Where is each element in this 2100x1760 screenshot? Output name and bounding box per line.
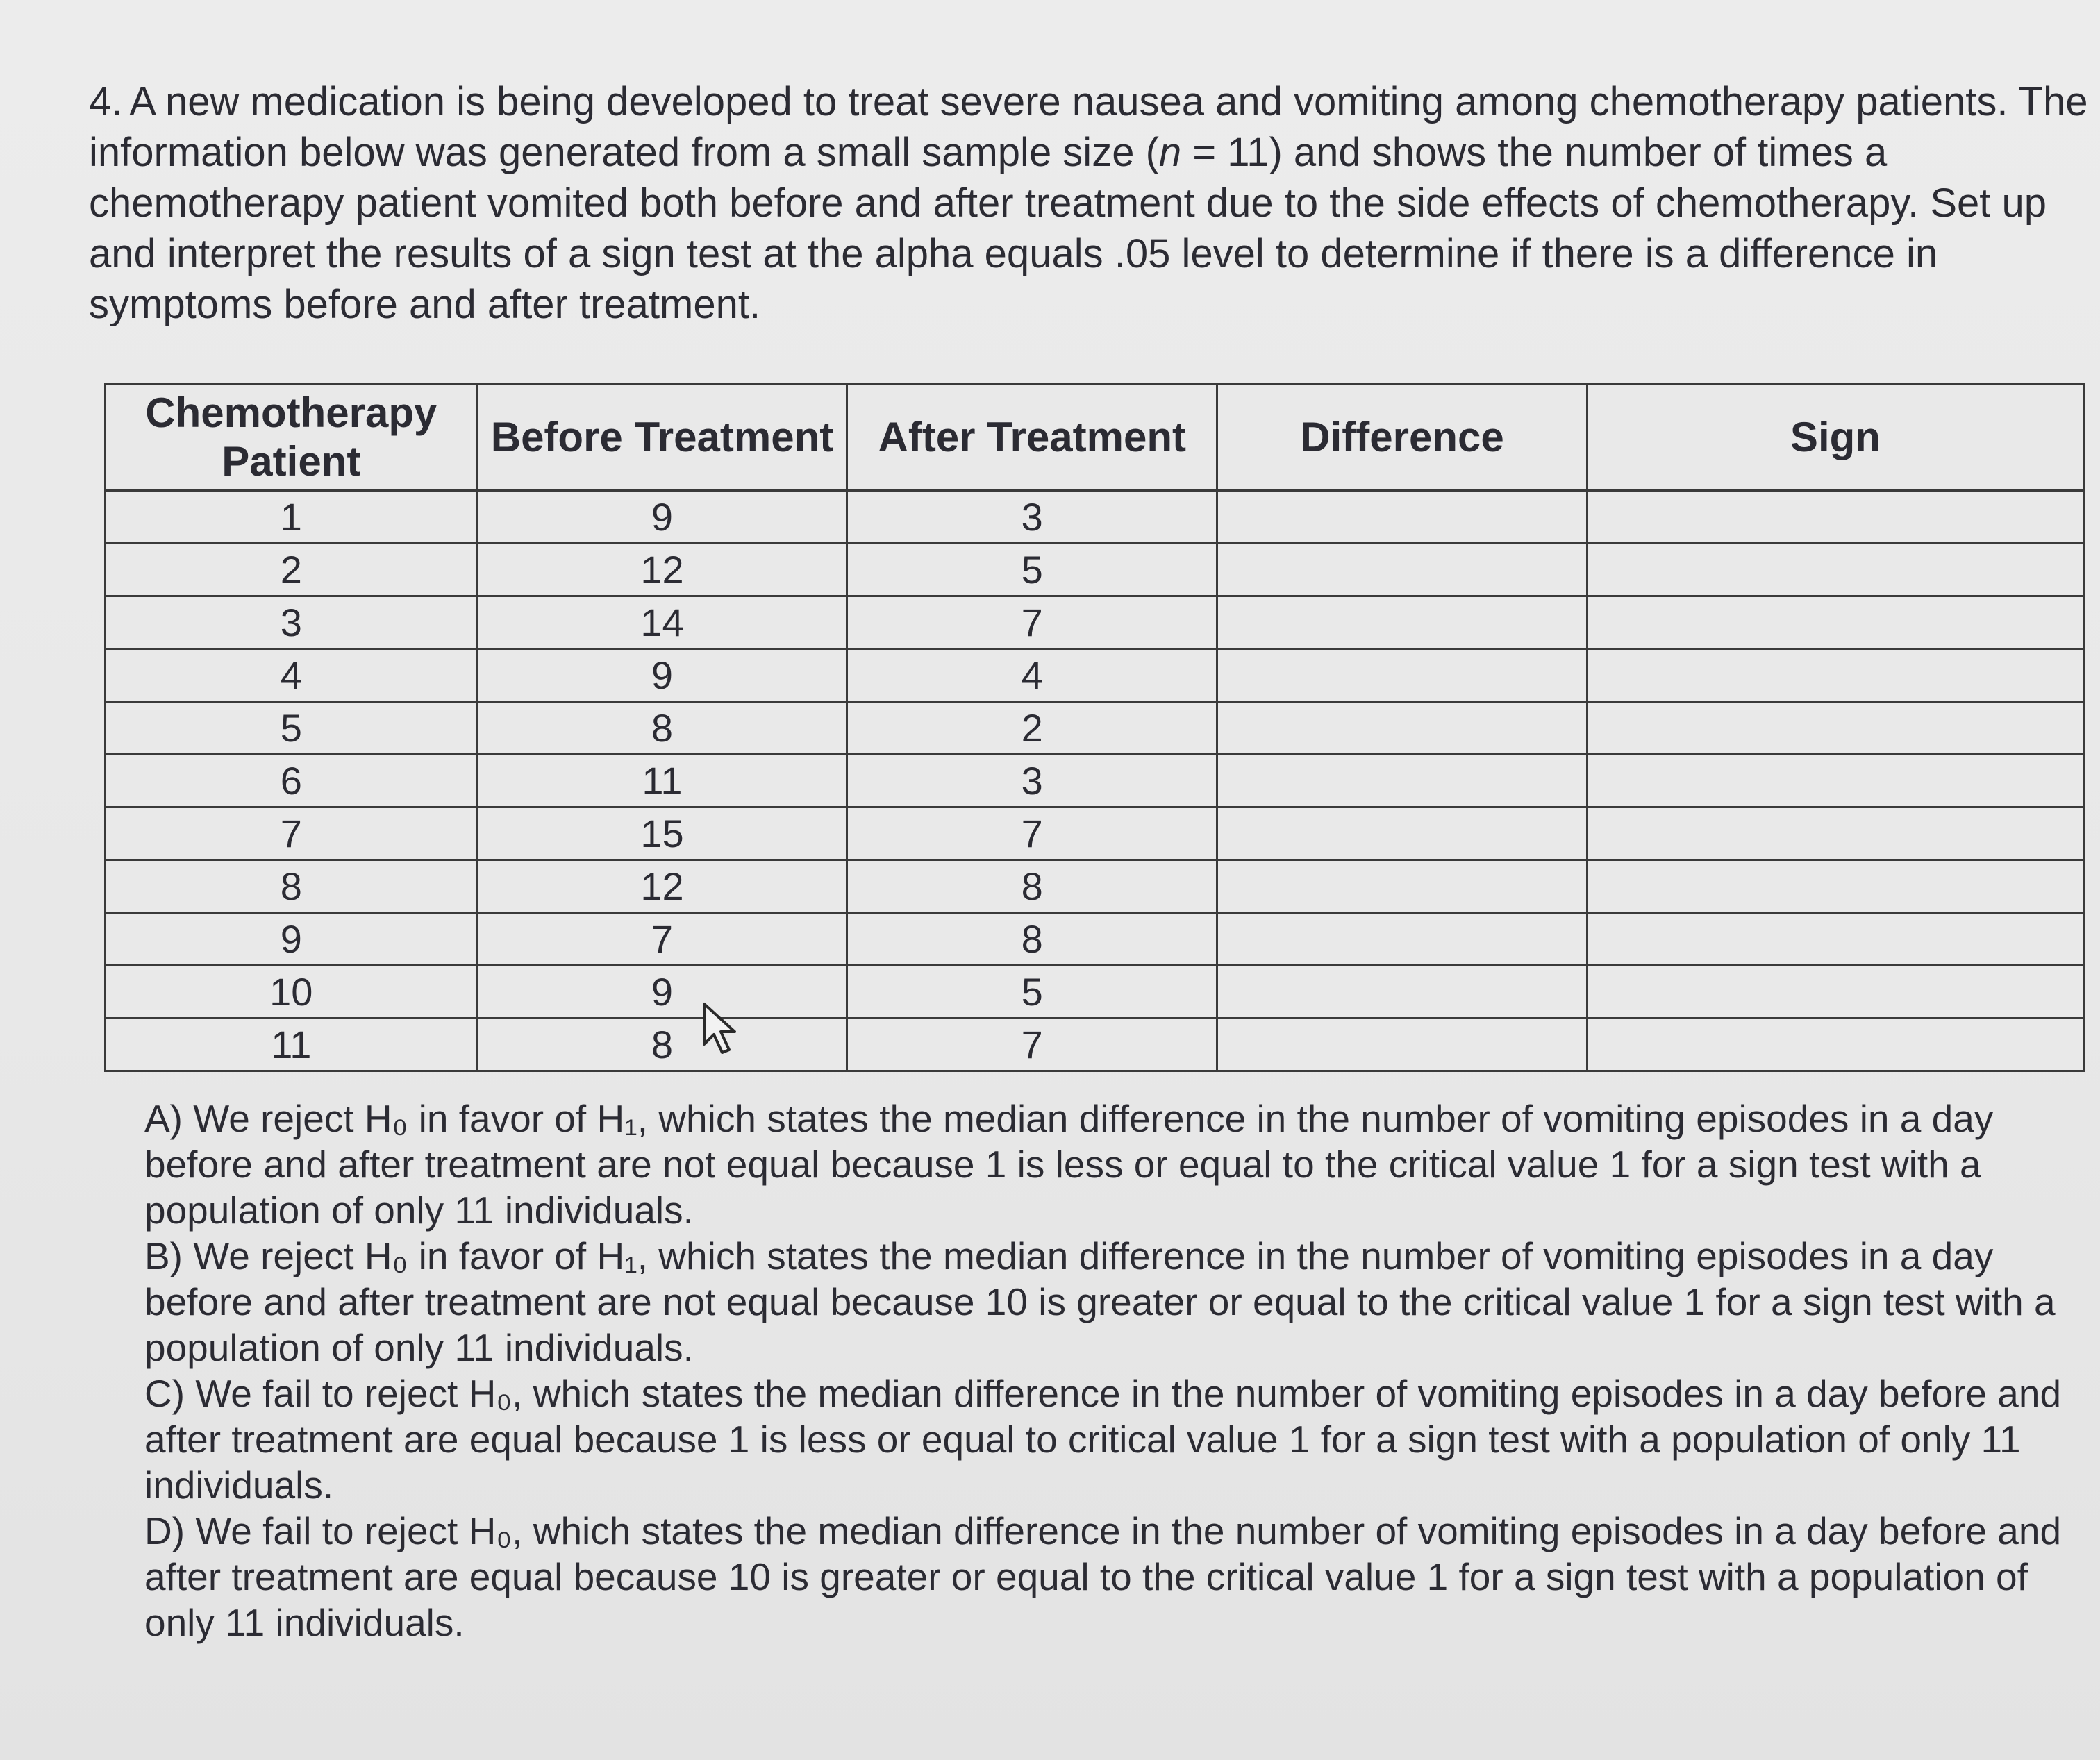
cell-patient: 8 [106, 860, 478, 913]
cell-patient: 2 [106, 544, 478, 596]
cell-before: 8 [477, 1019, 847, 1071]
data-table-container [104, 383, 2085, 1066]
table-row [106, 544, 2084, 596]
cell-after: 3 [847, 491, 1217, 544]
cell-difference[interactable] [1217, 807, 1588, 860]
table-row [106, 913, 2084, 966]
cell-before: 9 [477, 966, 847, 1019]
cell-sign[interactable] [1587, 807, 2083, 860]
cell-sign[interactable] [1587, 649, 2083, 702]
cell-after: 7 [847, 807, 1217, 860]
cell-patient: 7 [106, 807, 478, 860]
data-table [104, 383, 2085, 1072]
cell-before: 12 [477, 860, 847, 913]
cell-difference[interactable] [1217, 913, 1588, 966]
table-row [106, 596, 2084, 649]
table-row [106, 491, 2084, 544]
cell-before: 9 [477, 491, 847, 544]
table-body [106, 491, 2084, 1071]
table-row [106, 1019, 2084, 1071]
table-row [106, 860, 2084, 913]
cell-sign[interactable] [1587, 1019, 2083, 1071]
cell-patient: 9 [106, 913, 478, 966]
sample-size-symbol: n [1158, 130, 1182, 175]
header-difference: Difference [1217, 385, 1588, 491]
cell-after: 4 [847, 649, 1217, 702]
table-row [106, 702, 2084, 755]
question-number: 4. [89, 79, 123, 124]
table-row [106, 807, 2084, 860]
table-row [106, 755, 2084, 807]
cell-after: 5 [847, 544, 1217, 596]
header-patient: Chemotherapy Patient [106, 385, 478, 491]
cell-after: 5 [847, 966, 1217, 1019]
cell-difference[interactable] [1217, 649, 1588, 702]
cell-sign[interactable] [1587, 755, 2083, 807]
cell-patient: 5 [106, 702, 478, 755]
cell-after: 7 [847, 1019, 1217, 1071]
cell-sign[interactable] [1587, 913, 2083, 966]
cell-patient: 1 [106, 491, 478, 544]
answer-options [144, 1096, 2075, 1645]
header-before: Before Treatment [477, 385, 847, 491]
cell-before: 12 [477, 544, 847, 596]
option-c[interactable]: C) We fail to reject H₀, which states the median difference in the number of vomiting episodes in a day before and after treatment are equal because 1 is less or equal to critical value 1 for a sign test with a population of only 11 individuals. [144, 1372, 2062, 1507]
option-b[interactable]: B) We reject H₀ in favor of H₁, which states the median difference in the number of vomiting episodes in a day before and after treatment are not equal because 10 is greater or equal to the critical value 1 for a sign test with a population of only 11 individuals. [144, 1234, 2056, 1369]
cell-difference[interactable] [1217, 544, 1588, 596]
cell-sign[interactable] [1587, 860, 2083, 913]
cell-before: 7 [477, 913, 847, 966]
cell-after: 7 [847, 596, 1217, 649]
cell-patient: 4 [106, 649, 478, 702]
cell-difference[interactable] [1217, 1019, 1588, 1071]
option-a[interactable]: A) We reject H₀ in favor of H₁, which states the median difference in the number of vomiting episodes in a day before and after treatment are not equal because 1 is less or equal to the critical value 1 for a sign test with a population of only 11 individuals. [144, 1097, 1994, 1232]
cell-before: 14 [477, 596, 847, 649]
cell-after: 2 [847, 702, 1217, 755]
cell-difference[interactable] [1217, 702, 1588, 755]
cell-difference[interactable] [1217, 491, 1588, 544]
cell-difference[interactable] [1217, 860, 1588, 913]
cell-after: 3 [847, 755, 1217, 807]
cell-sign[interactable] [1587, 544, 2083, 596]
header-sign: Sign [1587, 385, 2083, 491]
question-text-part2: = 11) and shows the number of times a chemotherapy patient vomited both before and after treatment due to the side effects of chemotherapy. Set up and interpret the results of a sign test at the alpha equals .05 level to determine if there is a difference in symptoms before and after treatment. [89, 130, 2047, 327]
cell-before: 15 [477, 807, 847, 860]
header-after: After Treatment [847, 385, 1217, 491]
cell-after: 8 [847, 913, 1217, 966]
question-text [89, 76, 2089, 330]
cell-sign[interactable] [1587, 596, 2083, 649]
cell-sign[interactable] [1587, 966, 2083, 1019]
cell-difference[interactable] [1217, 596, 1588, 649]
cell-sign[interactable] [1587, 702, 2083, 755]
cell-before: 9 [477, 649, 847, 702]
cell-sign[interactable] [1587, 491, 2083, 544]
cell-patient: 10 [106, 966, 478, 1019]
cell-after: 8 [847, 860, 1217, 913]
cell-patient: 11 [106, 1019, 478, 1071]
cell-patient: 6 [106, 755, 478, 807]
table-header-row [106, 385, 2084, 491]
cell-before: 8 [477, 702, 847, 755]
cell-difference[interactable] [1217, 966, 1588, 1019]
mouse-pointer-icon [701, 1001, 750, 1057]
table-row [106, 966, 2084, 1019]
question-text-part1: A new medication is being developed to treat severe nausea and vomiting among chemotherapy patients. The information below was generated from a small sample size ( [89, 79, 2088, 175]
option-d[interactable]: D) We fail to reject H₀, which states the median difference in the number of vomiting episodes in a day before and after treatment are equal because 10 is greater or equal to the critical value 1 for a sign test with a population of only 11 individuals. [144, 1509, 2062, 1644]
cell-difference[interactable] [1217, 755, 1588, 807]
table-row [106, 649, 2084, 702]
cell-patient: 3 [106, 596, 478, 649]
cell-before: 11 [477, 755, 847, 807]
